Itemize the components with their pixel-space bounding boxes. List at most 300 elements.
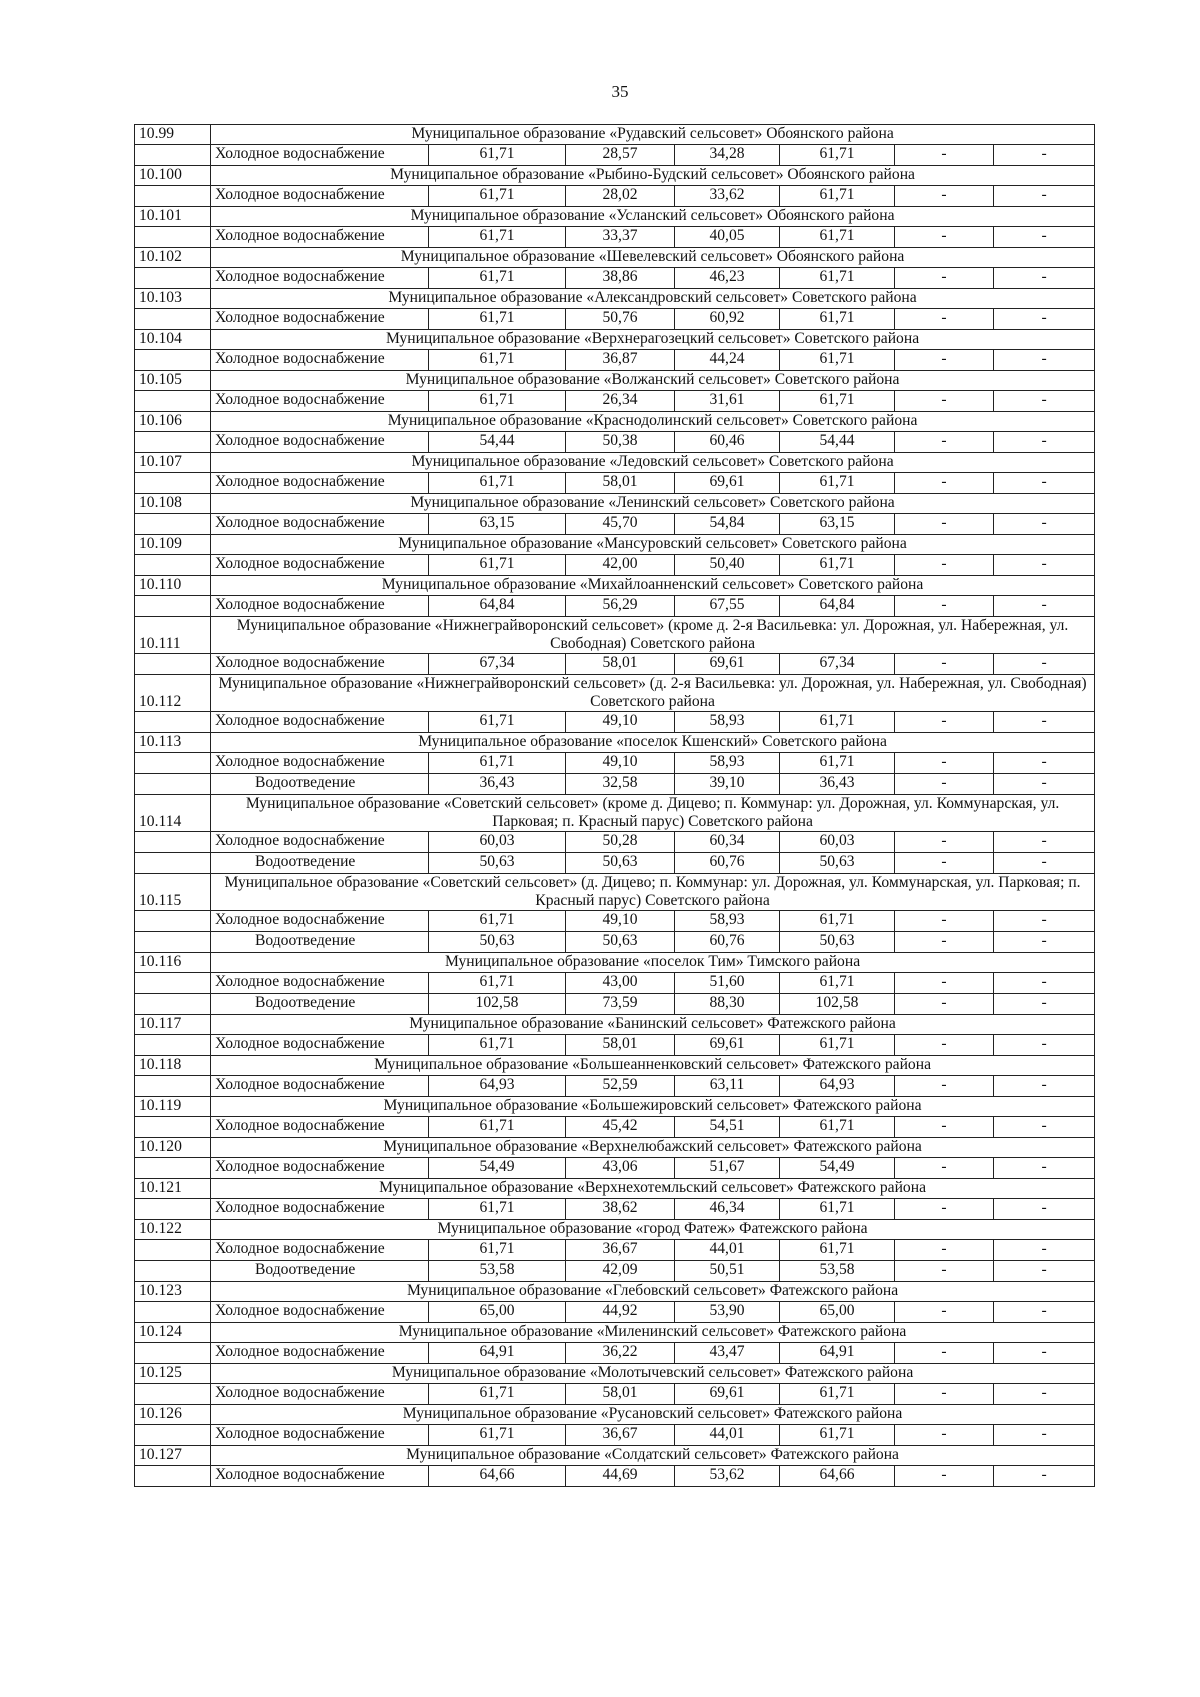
tariff-value: 61,71: [429, 1240, 566, 1261]
tariff-value: 42,09: [566, 1261, 675, 1282]
service-name: Холодное водоснабжение: [211, 1199, 429, 1220]
municipality-title: Муниципальное образование «Рыбино-Будский сельсовет» Обоянского района: [211, 166, 1095, 186]
tariff-value: 61,71: [429, 391, 566, 412]
item-number: 10.122: [135, 1220, 211, 1240]
municipality-title: Муниципальное образование «Волжанский сельсовет» Советского района: [211, 371, 1095, 391]
item-number: 10.121: [135, 1179, 211, 1199]
empty-value-dash: -: [895, 1343, 994, 1364]
tariff-value: 31,61: [675, 391, 780, 412]
empty-value-dash: -: [994, 391, 1095, 412]
section-header-row: [135, 166, 1095, 186]
empty-number-cell: [135, 1261, 211, 1282]
service-name: Водоотведение: [211, 994, 429, 1015]
empty-number-cell: [135, 1466, 211, 1487]
empty-number-cell: [135, 350, 211, 371]
tariff-row: [135, 654, 1095, 675]
empty-value-dash: -: [994, 268, 1095, 289]
tariff-row: [135, 227, 1095, 248]
empty-value-dash: -: [994, 1425, 1095, 1446]
item-number: 10.115: [135, 874, 211, 911]
empty-value-dash: -: [994, 973, 1095, 994]
municipality-title: Муниципальное образование «город Фатеж» Фатежского района: [211, 1220, 1095, 1240]
empty-number-cell: [135, 432, 211, 453]
tariff-value: 64,84: [429, 596, 566, 617]
tariff-value: 60,03: [780, 832, 895, 853]
empty-number-cell: [135, 1117, 211, 1138]
empty-value-dash: -: [994, 1199, 1095, 1220]
tariff-row: [135, 853, 1095, 874]
section-header-row: [135, 874, 1095, 911]
tariff-value: 69,61: [675, 473, 780, 494]
tariff-value: 44,92: [566, 1302, 675, 1323]
empty-value-dash: -: [895, 1076, 994, 1097]
section-header-row: [135, 1015, 1095, 1035]
tariff-row: [135, 712, 1095, 733]
tariff-value: 54,51: [675, 1117, 780, 1138]
empty-value-dash: -: [895, 1425, 994, 1446]
empty-number-cell: [135, 712, 211, 733]
empty-value-dash: -: [994, 712, 1095, 733]
tariff-value: 46,23: [675, 268, 780, 289]
tariff-row: [135, 391, 1095, 412]
service-name: Холодное водоснабжение: [211, 186, 429, 207]
tariff-row: [135, 432, 1095, 453]
tariff-value: 43,06: [566, 1158, 675, 1179]
empty-value-dash: -: [994, 1117, 1095, 1138]
item-number: 10.99: [135, 125, 211, 145]
service-name: Холодное водоснабжение: [211, 753, 429, 774]
tariff-value: 54,44: [780, 432, 895, 453]
tariff-row: [135, 350, 1095, 371]
tariff-value: 69,61: [675, 654, 780, 675]
empty-value-dash: -: [994, 514, 1095, 535]
tariff-value: 60,76: [675, 853, 780, 874]
empty-value-dash: -: [895, 1035, 994, 1056]
municipality-title: Муниципальное образование «Александровский сельсовет» Советского района: [211, 289, 1095, 309]
section-header-row: [135, 125, 1095, 145]
tariff-row: [135, 1261, 1095, 1282]
empty-number-cell: [135, 994, 211, 1015]
tariff-value: 36,67: [566, 1425, 675, 1446]
tariff-value: 36,87: [566, 350, 675, 371]
empty-number-cell: [135, 1343, 211, 1364]
tariff-value: 38,62: [566, 1199, 675, 1220]
tariff-row: [135, 1117, 1095, 1138]
empty-value-dash: -: [895, 309, 994, 330]
empty-value-dash: -: [994, 832, 1095, 853]
empty-value-dash: -: [895, 853, 994, 874]
tariff-value: 61,71: [780, 712, 895, 733]
empty-number-cell: [135, 145, 211, 166]
empty-number-cell: [135, 1199, 211, 1220]
item-number: 10.108: [135, 494, 211, 514]
service-name: Водоотведение: [211, 774, 429, 795]
tariff-row: [135, 973, 1095, 994]
tariff-value: 58,01: [566, 1384, 675, 1405]
tariff-row: [135, 268, 1095, 289]
item-number: 10.105: [135, 371, 211, 391]
empty-value-dash: -: [994, 1466, 1095, 1487]
tariff-value: 61,71: [429, 712, 566, 733]
tariff-value: 53,62: [675, 1466, 780, 1487]
empty-number-cell: [135, 654, 211, 675]
tariff-table: [134, 124, 1095, 1487]
service-name: Холодное водоснабжение: [211, 1158, 429, 1179]
empty-value-dash: -: [895, 1158, 994, 1179]
empty-number-cell: [135, 1384, 211, 1405]
empty-value-dash: -: [895, 712, 994, 733]
section-header-row: [135, 1323, 1095, 1343]
municipality-title: Муниципальное образование «Верхнелюбажский сельсовет» Фатежского района: [211, 1138, 1095, 1158]
item-number: 10.101: [135, 207, 211, 227]
tariff-row: [135, 596, 1095, 617]
section-header-row: [135, 733, 1095, 753]
item-number: 10.120: [135, 1138, 211, 1158]
section-header-row: [135, 1097, 1095, 1117]
section-header-row: [135, 207, 1095, 227]
tariff-value: 28,57: [566, 145, 675, 166]
tariff-value: 102,58: [780, 994, 895, 1015]
empty-value-dash: -: [994, 753, 1095, 774]
tariff-value: 53,58: [429, 1261, 566, 1282]
tariff-value: 36,43: [429, 774, 566, 795]
empty-value-dash: -: [895, 555, 994, 576]
item-number: 10.104: [135, 330, 211, 350]
service-name: Холодное водоснабжение: [211, 1425, 429, 1446]
section-header-row: [135, 1405, 1095, 1425]
tariff-value: 61,71: [780, 268, 895, 289]
section-header-row: [135, 617, 1095, 654]
tariff-value: 50,63: [566, 932, 675, 953]
municipality-title: Муниципальное образование «Верхнехотемльский сельсовет» Фатежского района: [211, 1179, 1095, 1199]
empty-value-dash: -: [994, 1302, 1095, 1323]
tariff-value: 61,71: [780, 1384, 895, 1405]
section-header-row: [135, 795, 1095, 832]
empty-value-dash: -: [895, 1384, 994, 1405]
empty-value-dash: -: [895, 973, 994, 994]
empty-number-cell: [135, 1076, 211, 1097]
empty-number-cell: [135, 1035, 211, 1056]
section-header-row: [135, 1446, 1095, 1466]
empty-value-dash: -: [895, 1466, 994, 1487]
tariff-value: 54,44: [429, 432, 566, 453]
tariff-value: 50,63: [780, 853, 895, 874]
section-header-row: [135, 371, 1095, 391]
empty-number-cell: [135, 555, 211, 576]
section-header-row: [135, 576, 1095, 596]
empty-value-dash: -: [994, 932, 1095, 953]
tariff-row: [135, 309, 1095, 330]
empty-number-cell: [135, 1240, 211, 1261]
section-header-row: [135, 453, 1095, 473]
item-number: 10.126: [135, 1405, 211, 1425]
tariff-row: [135, 1158, 1095, 1179]
tariff-row: [135, 555, 1095, 576]
tariff-value: 61,71: [780, 1199, 895, 1220]
tariff-value: 61,71: [780, 555, 895, 576]
item-number: 10.112: [135, 675, 211, 712]
item-number: 10.100: [135, 166, 211, 186]
tariff-value: 61,71: [429, 350, 566, 371]
tariff-row: [135, 1343, 1095, 1364]
empty-value-dash: -: [895, 911, 994, 932]
empty-value-dash: -: [895, 1199, 994, 1220]
item-number: 10.123: [135, 1282, 211, 1302]
tariff-value: 44,24: [675, 350, 780, 371]
tariff-row: [135, 186, 1095, 207]
empty-value-dash: -: [895, 1117, 994, 1138]
page-number: 35: [611, 82, 629, 101]
section-header-row: [135, 1056, 1095, 1076]
empty-value-dash: -: [895, 186, 994, 207]
tariff-row: [135, 932, 1095, 953]
empty-number-cell: [135, 753, 211, 774]
item-number: 10.109: [135, 535, 211, 555]
empty-value-dash: -: [994, 994, 1095, 1015]
empty-value-dash: -: [895, 1302, 994, 1323]
empty-value-dash: -: [895, 391, 994, 412]
tariff-row: [135, 753, 1095, 774]
tariff-value: 36,67: [566, 1240, 675, 1261]
tariff-value: 50,63: [429, 932, 566, 953]
empty-value-dash: -: [994, 596, 1095, 617]
empty-value-dash: -: [895, 654, 994, 675]
tariff-value: 61,71: [429, 1035, 566, 1056]
section-header-row: [135, 535, 1095, 555]
tariff-value: 32,58: [566, 774, 675, 795]
tariff-value: 58,93: [675, 753, 780, 774]
table-body: [135, 125, 1095, 1487]
service-name: Холодное водоснабжение: [211, 832, 429, 853]
empty-value-dash: -: [994, 350, 1095, 371]
tariff-value: 61,71: [429, 753, 566, 774]
municipality-title: Муниципальное образование «Шевелевский сельсовет» Обоянского района: [211, 248, 1095, 268]
empty-number-cell: [135, 774, 211, 795]
service-name: Водоотведение: [211, 932, 429, 953]
tariff-value: 39,10: [675, 774, 780, 795]
service-name: Водоотведение: [211, 853, 429, 874]
tariff-value: 50,28: [566, 832, 675, 853]
service-name: Холодное водоснабжение: [211, 1302, 429, 1323]
service-name: Холодное водоснабжение: [211, 1035, 429, 1056]
tariff-value: 54,49: [429, 1158, 566, 1179]
item-number: 10.116: [135, 953, 211, 973]
empty-number-cell: [135, 853, 211, 874]
tariff-value: 34,28: [675, 145, 780, 166]
tariff-value: 60,76: [675, 932, 780, 953]
empty-value-dash: -: [994, 1384, 1095, 1405]
municipality-title: Муниципальное образование «Большеанненковский сельсовет» Фатежского района: [211, 1056, 1095, 1076]
tariff-value: 58,93: [675, 911, 780, 932]
tariff-value: 36,22: [566, 1343, 675, 1364]
tariff-value: 64,93: [780, 1076, 895, 1097]
tariff-value: 53,90: [675, 1302, 780, 1323]
service-name: Холодное водоснабжение: [211, 268, 429, 289]
municipality-title: Муниципальное образование «Миленинский сельсовет» Фатежского района: [211, 1323, 1095, 1343]
service-name: Холодное водоснабжение: [211, 555, 429, 576]
section-header-row: [135, 494, 1095, 514]
tariff-value: 63,15: [780, 514, 895, 535]
tariff-row: [135, 145, 1095, 166]
tariff-value: 61,71: [429, 1117, 566, 1138]
empty-number-cell: [135, 1302, 211, 1323]
service-name: Холодное водоснабжение: [211, 911, 429, 932]
empty-value-dash: -: [994, 911, 1095, 932]
municipality-title: Муниципальное образование «поселок Тим» Тимского района: [211, 953, 1095, 973]
item-number: 10.125: [135, 1364, 211, 1384]
service-name: Холодное водоснабжение: [211, 712, 429, 733]
empty-value-dash: -: [994, 432, 1095, 453]
empty-number-cell: [135, 309, 211, 330]
municipality-title: Муниципальное образование «Большежировский сельсовет» Фатежского района: [211, 1097, 1095, 1117]
tariff-row: [135, 514, 1095, 535]
service-name: Холодное водоснабжение: [211, 1117, 429, 1138]
empty-value-dash: -: [994, 1158, 1095, 1179]
tariff-value: 44,01: [675, 1425, 780, 1446]
empty-value-dash: -: [895, 227, 994, 248]
tariff-value: 61,71: [780, 1035, 895, 1056]
tariff-row: [135, 994, 1095, 1015]
service-name: Холодное водоснабжение: [211, 654, 429, 675]
tariff-value: 33,37: [566, 227, 675, 248]
tariff-value: 49,10: [566, 911, 675, 932]
tariff-row: [135, 774, 1095, 795]
tariff-value: 50,63: [429, 853, 566, 874]
section-header-row: [135, 330, 1095, 350]
item-number: 10.103: [135, 289, 211, 309]
item-number: 10.119: [135, 1097, 211, 1117]
municipality-title: Муниципальное образование «Верхнерагозецкий сельсовет» Советского района: [211, 330, 1095, 350]
tariff-value: 64,84: [780, 596, 895, 617]
tariff-value: 61,71: [429, 227, 566, 248]
tariff-value: 61,71: [780, 350, 895, 371]
tariff-value: 45,70: [566, 514, 675, 535]
tariff-value: 46,34: [675, 1199, 780, 1220]
empty-number-cell: [135, 1158, 211, 1179]
service-name: Холодное водоснабжение: [211, 309, 429, 330]
tariff-value: 63,15: [429, 514, 566, 535]
tariff-row: [135, 1425, 1095, 1446]
tariff-value: 64,66: [429, 1466, 566, 1487]
tariff-row: [135, 911, 1095, 932]
empty-value-dash: -: [895, 432, 994, 453]
tariff-value: 61,71: [429, 911, 566, 932]
tariff-value: 49,10: [566, 753, 675, 774]
service-name: Холодное водоснабжение: [211, 1466, 429, 1487]
tariff-row: [135, 832, 1095, 853]
empty-value-dash: -: [994, 145, 1095, 166]
tariff-value: 58,01: [566, 654, 675, 675]
tariff-row: [135, 473, 1095, 494]
tariff-value: 73,59: [566, 994, 675, 1015]
tariff-value: 50,63: [780, 932, 895, 953]
item-number: 10.110: [135, 576, 211, 596]
empty-value-dash: -: [895, 145, 994, 166]
section-header-row: [135, 953, 1095, 973]
tariff-value: 61,71: [429, 973, 566, 994]
tariff-value: 88,30: [675, 994, 780, 1015]
tariff-value: 65,00: [429, 1302, 566, 1323]
municipality-title: Муниципальное образование «Краснодолинский сельсовет» Советского района: [211, 412, 1095, 432]
tariff-value: 44,01: [675, 1240, 780, 1261]
empty-number-cell: [135, 932, 211, 953]
empty-number-cell: [135, 973, 211, 994]
tariff-value: 50,51: [675, 1261, 780, 1282]
tariff-value: 64,93: [429, 1076, 566, 1097]
tariff-value: 52,59: [566, 1076, 675, 1097]
tariff-value: 33,62: [675, 186, 780, 207]
item-number: 10.107: [135, 453, 211, 473]
tariff-value: 61,71: [780, 753, 895, 774]
service-name: Водоотведение: [211, 1261, 429, 1282]
municipality-title: Муниципальное образование «Советский сельсовет» (кроме д. Дицево; п. Коммунар: ул. Дорожная, ул. Коммунарская, ул. Парковая; п. Красный парус) Советского района: [211, 795, 1095, 832]
tariff-value: 40,05: [675, 227, 780, 248]
tariff-value: 61,71: [429, 1425, 566, 1446]
empty-value-dash: -: [994, 1240, 1095, 1261]
section-header-row: [135, 248, 1095, 268]
empty-value-dash: -: [994, 555, 1095, 576]
service-name: Холодное водоснабжение: [211, 1384, 429, 1405]
tariff-value: 44,69: [566, 1466, 675, 1487]
empty-value-dash: -: [895, 753, 994, 774]
service-name: Холодное водоснабжение: [211, 1240, 429, 1261]
tariff-value: 102,58: [429, 994, 566, 1015]
service-name: Холодное водоснабжение: [211, 1076, 429, 1097]
item-number: 10.113: [135, 733, 211, 753]
empty-value-dash: -: [895, 350, 994, 371]
empty-number-cell: [135, 596, 211, 617]
municipality-title: Муниципальное образование «поселок Кшенский» Советского района: [211, 733, 1095, 753]
empty-value-dash: -: [895, 473, 994, 494]
tariff-value: 54,84: [675, 514, 780, 535]
tariff-value: 61,71: [429, 186, 566, 207]
service-name: Холодное водоснабжение: [211, 350, 429, 371]
section-header-row: [135, 675, 1095, 712]
tariff-value: 61,71: [780, 911, 895, 932]
municipality-title: Муниципальное образование «Русановский сельсовет» Фатежского района: [211, 1405, 1095, 1425]
empty-value-dash: -: [994, 1076, 1095, 1097]
tariff-value: 60,34: [675, 832, 780, 853]
empty-number-cell: [135, 832, 211, 853]
empty-value-dash: -: [895, 268, 994, 289]
empty-value-dash: -: [994, 227, 1095, 248]
municipality-title: Муниципальное образование «Глебовский сельсовет» Фатежского района: [211, 1282, 1095, 1302]
municipality-title: Муниципальное образование «Усланский сельсовет» Обоянского района: [211, 207, 1095, 227]
tariff-value: 61,71: [429, 1384, 566, 1405]
tariff-value: 60,92: [675, 309, 780, 330]
tariff-value: 50,76: [566, 309, 675, 330]
empty-value-dash: -: [994, 853, 1095, 874]
item-number: 10.114: [135, 795, 211, 832]
empty-value-dash: -: [895, 994, 994, 1015]
empty-value-dash: -: [895, 1261, 994, 1282]
tariff-value: 42,00: [566, 555, 675, 576]
tariff-value: 61,71: [429, 555, 566, 576]
empty-number-cell: [135, 473, 211, 494]
municipality-title: Муниципальное образование «Нижнеграйворонский сельсовет» (д. 2-я Васильевка: ул. Дорожная, ул. Набережная, ул. Свободная) Советского района: [211, 675, 1095, 712]
section-header-row: [135, 1282, 1095, 1302]
tariff-value: 36,43: [780, 774, 895, 795]
tariff-row: [135, 1466, 1095, 1487]
tariff-value: 63,11: [675, 1076, 780, 1097]
tariff-value: 61,71: [780, 186, 895, 207]
tariff-value: 51,67: [675, 1158, 780, 1179]
service-name: Холодное водоснабжение: [211, 596, 429, 617]
empty-number-cell: [135, 1425, 211, 1446]
empty-value-dash: -: [994, 1343, 1095, 1364]
empty-number-cell: [135, 227, 211, 248]
tariff-value: 50,38: [566, 432, 675, 453]
